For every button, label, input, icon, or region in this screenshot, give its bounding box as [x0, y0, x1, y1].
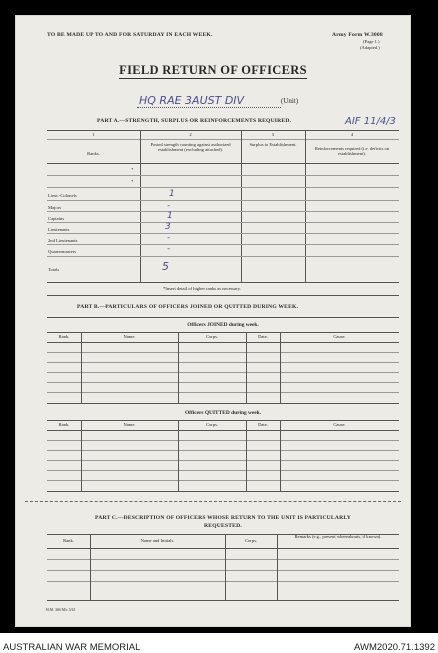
quitted-title: Officers QUITTED during week. — [184, 410, 262, 416]
form-number: Army Form W.3008 — [332, 32, 383, 38]
col-header-surplus: Surplus to Establishment. — [249, 142, 297, 147]
joined-col-corps: Corps. — [205, 334, 219, 339]
row-rule — [47, 450, 399, 451]
quitted-vrule — [81, 420, 82, 491]
partc-col-rank: Rank. — [63, 538, 74, 543]
row-rule — [47, 570, 399, 571]
strength-lieut-colonels: 1 — [169, 189, 175, 199]
row-rule — [47, 244, 399, 245]
col-number-2: 2 — [189, 132, 192, 137]
strength-majors: - — [167, 201, 171, 211]
row-rule — [47, 372, 399, 373]
joined-table-bottom — [47, 403, 399, 404]
quitted-vrule — [246, 420, 247, 491]
partc-col-remarks: Remarks (e.g., present whereabouts, if known). — [294, 534, 382, 539]
archive-accession-number: AWM2020.71.1392 — [354, 642, 435, 653]
joined-table-top — [47, 332, 399, 333]
col-header-ranks: Ranks. — [87, 151, 100, 156]
form-sheet — [15, 15, 411, 627]
table-a-bottom — [47, 282, 399, 283]
rank-2nd-lieutenants: 2nd Lieutenants — [48, 238, 78, 243]
joined-col-date: Date. — [258, 334, 268, 339]
adapted-note: (Adapted.) — [360, 45, 380, 50]
quitted-vrule — [178, 420, 179, 491]
row-rule — [47, 470, 399, 471]
part-a-end-rule — [47, 295, 399, 296]
strength-quartermasters: - — [167, 244, 171, 254]
section-divider — [25, 501, 401, 502]
part-c-header-rule — [47, 548, 399, 549]
part-c-table-bottom — [47, 600, 399, 601]
partc-col-corps: Corps. — [244, 538, 258, 543]
strength-captains: 1 — [167, 211, 173, 221]
page-number: (Page 1.) — [363, 39, 380, 44]
row-rule — [47, 392, 399, 393]
archive-caption-bar — [0, 633, 438, 653]
star-mark: * — [131, 179, 134, 184]
row-rule — [47, 222, 399, 223]
instruction-text: TO BE MADE UP TO AND FOR SATURDAY IN EACH WEEK. — [47, 32, 213, 38]
rank-majors: Majors — [48, 205, 62, 210]
row-rule — [47, 233, 399, 234]
col-number-4: 4 — [350, 132, 354, 137]
quitted-col-cause: Cause. — [333, 422, 346, 427]
partc-vrule — [277, 534, 278, 600]
col-header-strength: Posted strength counting against authorized establishment (excluding attached). — [150, 142, 231, 153]
joined-col-cause: Cause. — [333, 334, 346, 339]
quitted-col-corps: Corps. — [205, 422, 219, 427]
quitted-col-rank: Rank. — [58, 422, 70, 427]
row-rule — [47, 581, 399, 582]
table-a-vrule — [241, 130, 242, 282]
totals-label: Totals — [48, 267, 60, 272]
partc-vrule — [90, 534, 91, 600]
joined-header-rule — [47, 342, 399, 343]
part-b-rule — [47, 317, 399, 318]
table-a-vrule — [305, 130, 306, 282]
rank-lieutenants: Lieutenants — [48, 227, 70, 232]
table-a-top — [47, 130, 399, 131]
part-a-heading: PART A.—STRENGTH, SURPLUS OR REINFORCEMENTS REQUIRED. — [97, 118, 292, 124]
unit-handwritten: HQ RAE 3AUST DIV — [139, 94, 245, 107]
joined-vrule — [280, 332, 281, 403]
quitted-table-bottom — [47, 491, 399, 492]
table-a-header-rule — [47, 163, 399, 164]
quitted-header-rule — [47, 430, 399, 431]
part-b-heading: PART B.—PARTICULARS OF OFFICERS JOINED OR QUITTED DURING WEEK. — [77, 304, 299, 310]
row-rule — [47, 382, 399, 383]
quitted-table-top — [47, 420, 399, 421]
row-rule — [47, 211, 399, 212]
quitted-col-name: Name. — [123, 422, 136, 427]
quitted-col-date: Date. — [258, 422, 268, 427]
partc-vrule — [225, 534, 226, 600]
totals-value: 5 — [162, 260, 169, 273]
joined-vrule — [246, 332, 247, 403]
print-code: H.M. 366 M/c 3/41 — [46, 608, 76, 612]
rank-captains: Captains — [48, 216, 65, 221]
row-rule — [47, 200, 399, 201]
row-rule — [47, 187, 399, 188]
row-rule — [47, 175, 399, 176]
partc-col-name: Name and Initials. — [140, 538, 175, 543]
rank-quartermasters: Quartermasters — [48, 249, 77, 254]
row-rule — [47, 440, 399, 441]
col-number-3: 3 — [271, 132, 275, 137]
quitted-vrule — [280, 420, 281, 491]
strength-lieutenants: 3 — [165, 222, 171, 232]
row-rule — [47, 460, 399, 461]
strength-2nd-lieutenants: - — [167, 233, 171, 243]
row-rule — [47, 480, 399, 481]
joined-vrule — [81, 332, 82, 403]
part-c-heading: PART C.—DESCRIPTION OF OFFICERS WHOSE RETURN TO THE UNIT IS PARTICULARLY — [95, 515, 351, 521]
row-rule — [47, 362, 399, 363]
rank-lieut-colonels: Lieut.-Colonels — [48, 193, 77, 198]
part-c-heading-cont: REQUESTED. — [204, 523, 242, 529]
archive-name: AUSTRALIAN WAR MEMORIAL — [3, 642, 141, 653]
unit-label: (Unit) — [281, 97, 299, 105]
table-a-number-rule — [47, 139, 399, 140]
star-mark: * — [131, 167, 134, 172]
row-rule — [47, 559, 399, 560]
row-rule — [47, 352, 399, 353]
joined-title: Officers JOINED during week. — [187, 322, 259, 328]
col-header-reinforcements: Reinforcements required (i.e. deficits on establishment). — [314, 146, 390, 157]
col-number-1: 1 — [92, 132, 95, 137]
part-a-handwritten-note: AIF 11/4/3 — [345, 116, 396, 127]
part-a-footnote: *Insert detail of higher ranks as necessary. — [163, 286, 241, 291]
form-title: FIELD RETURN OF OFFICERS — [119, 63, 307, 77]
joined-col-rank: Rank. — [58, 334, 70, 339]
table-a-vrule — [140, 130, 141, 282]
unit-underline — [137, 107, 281, 108]
joined-col-name: Name. — [123, 334, 136, 339]
row-rule — [47, 256, 399, 257]
joined-vrule — [178, 332, 179, 403]
